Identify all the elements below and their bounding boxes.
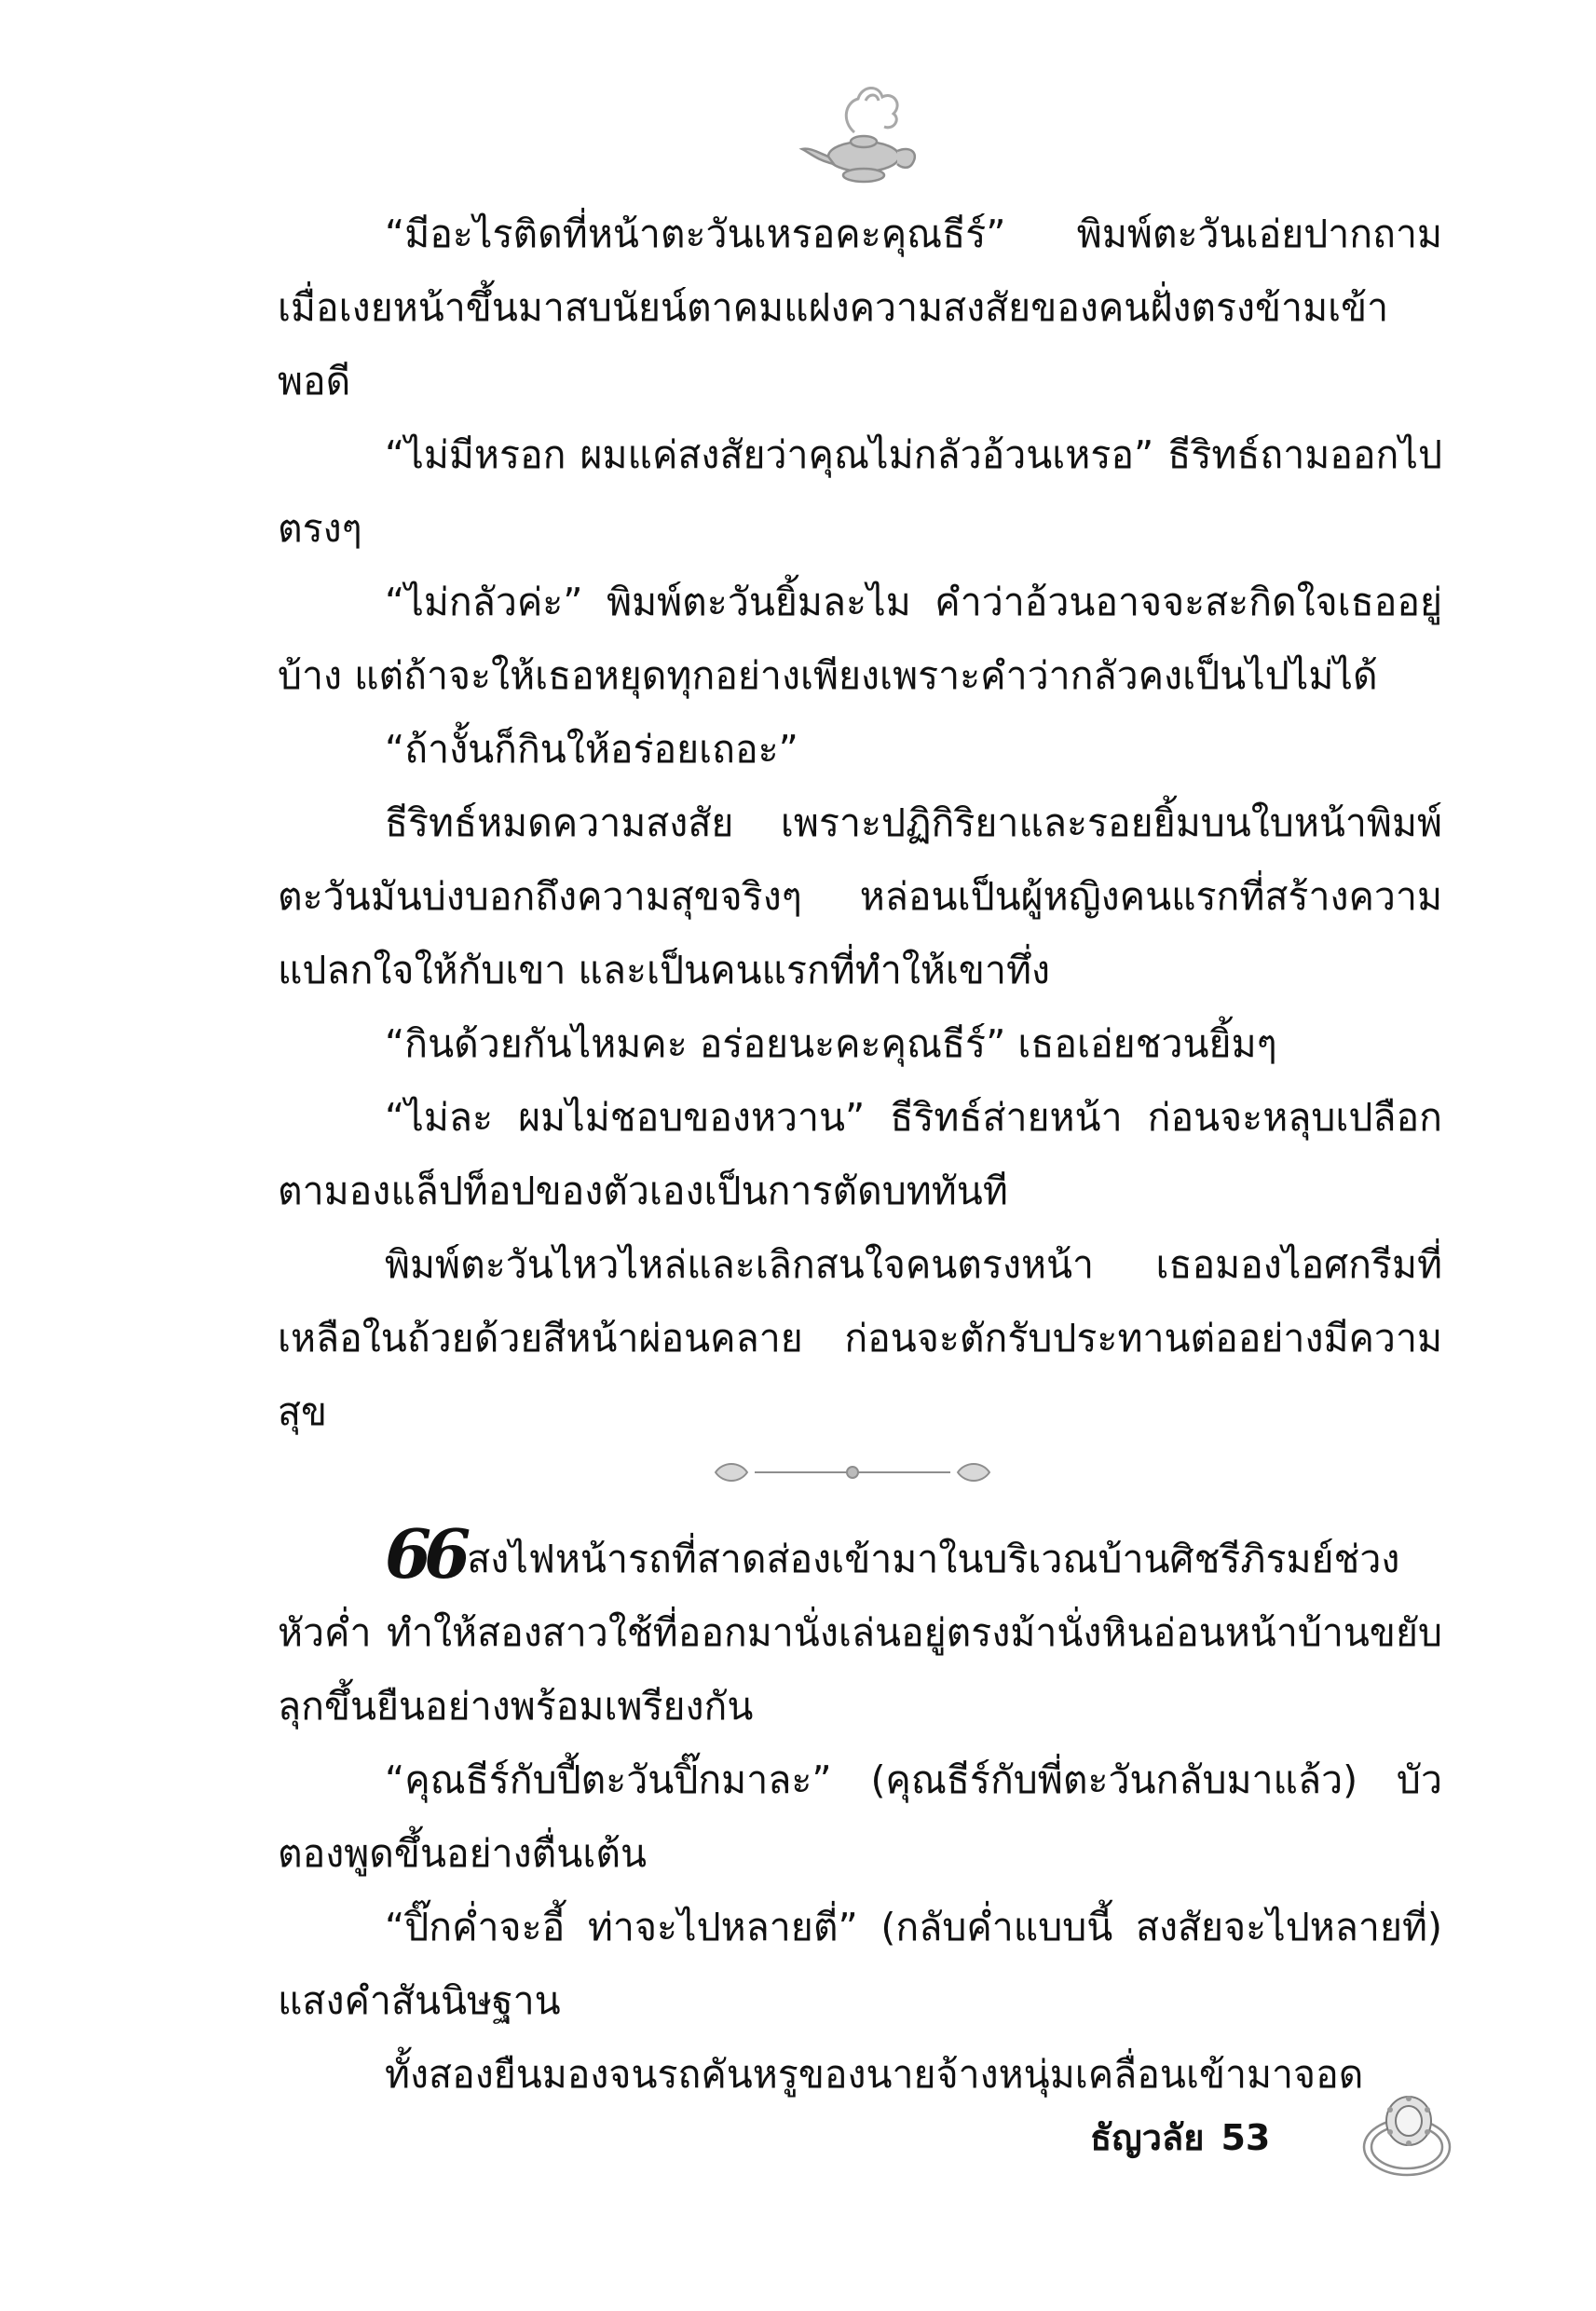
genie-lamp-icon: [797, 67, 936, 207]
paragraph: “ปิ๊กค่ำจะอี้ ท่าจะไปหลายตี่” (กลับค่ำแบบนี้ สงสัยจะไปหลายที่) แสงคำสันนิษฐาน: [278, 1905, 1442, 2023]
paragraph: ทั้งสองยืนมองจนรถคันหรูของนายจ้างหนุ่มเคลื่อนเข้ามาจอด: [385, 2052, 1364, 2097]
paragraph-text: สงไฟหน้ารถที่สาดส่องเข้ามาในบริเวณบ้านศิชรีภิรมย์ช่วงหัวค่ำ ทำให้สองสาวใช้ที่ออกมานั่งเล่นอยู่ตรงม้านั่งหินอ่อนหน้าบ้านขยับลุกขึ้นยืนอย่างพร้อมเพรียงกัน: [278, 1537, 1442, 1729]
text-block-lower: [278, 1514, 1442, 2112]
text-block-upper: [278, 198, 1442, 1449]
paragraph: “ไม่ละ ผมไม่ชอบของหวาน” ธีริทธ์ส่ายหน้า ก่อนจะหลุบเปลือกตามองแล็ปท็อปของตัวเองเป็นการตัดบททันที: [278, 1095, 1442, 1213]
book-title: ธัญวลัย: [1090, 2117, 1205, 2158]
drop-quote-mark: 66: [385, 1514, 464, 1593]
ornament-divider: [708, 1454, 997, 1491]
paragraph: “คุณธีร์กับปี้ตะวันปิ๊กมาละ” (คุณธีร์กับพี่ตะวันกลับมาแล้ว) บัวตองพูดขึ้นอย่างตื่นเต้น: [278, 1757, 1442, 1876]
diamond-ring-icon: [1349, 2085, 1470, 2188]
paragraph: “กินด้วยกันไหมคะ อร่อยนะคะคุณธีร์” เธอเอ่ยชวนยิ้มๆ: [385, 1021, 1277, 1066]
page-number: 53: [1221, 2117, 1271, 2158]
paragraph: “ถ้างั้นก็กินให้อร่อยเถอะ”: [385, 727, 798, 772]
paragraph: “ไม่กลัวค่ะ” พิมพ์ตะวันยิ้มละไม คำว่าอ้วนอาจจะสะกิดใจเธออยู่บ้าง แต่ถ้าจะให้เธอหยุดทุกอย่างเพียงเพราะคำว่ากลัวคงเป็นไปไม่ได้: [278, 580, 1442, 698]
paragraph: ธีริทธ์หมดความสงสัย เพราะปฏิกิริยาและรอยยิ้มบนใบหน้าพิมพ์ตะวันมันบ่งบอกถึงความสุขจริงๆ หล่อนเป็นผู้หญิงคนแรกที่สร้างความแปลกใจให้กับเขา และเป็นคนแรกที่ทำให้เขาทึ่ง: [278, 800, 1442, 992]
paragraph: พิมพ์ตะวันไหวไหล่และเลิกสนใจคนตรงหน้า เธอมองไอศกรีมที่เหลือในถ้วยด้วยสีหน้าผ่อนคลาย ก่อนจะตักรับประทานต่ออย่างมีความสุข: [278, 1242, 1442, 1434]
paragraph-with-drop-quote: [278, 1514, 1442, 1744]
paragraph: “ไม่มีหรอก ผมแค่สงสัยว่าคุณไม่กลัวอ้วนเหรอ” ธีริทธ์ถามออกไปตรงๆ: [278, 432, 1442, 551]
page-footer: [1090, 2109, 1287, 2166]
paragraph: “มีอะไรติดที่หน้าตะวันเหรอคะคุณธีร์” พิมพ์ตะวันเอ่ยปากถาม เมื่อเงยหน้าขึ้นมาสบนัยน์ตาคมแฝงความสงสัยของคนฝั่งตรงข้ามเข้าพอดี: [278, 212, 1442, 403]
